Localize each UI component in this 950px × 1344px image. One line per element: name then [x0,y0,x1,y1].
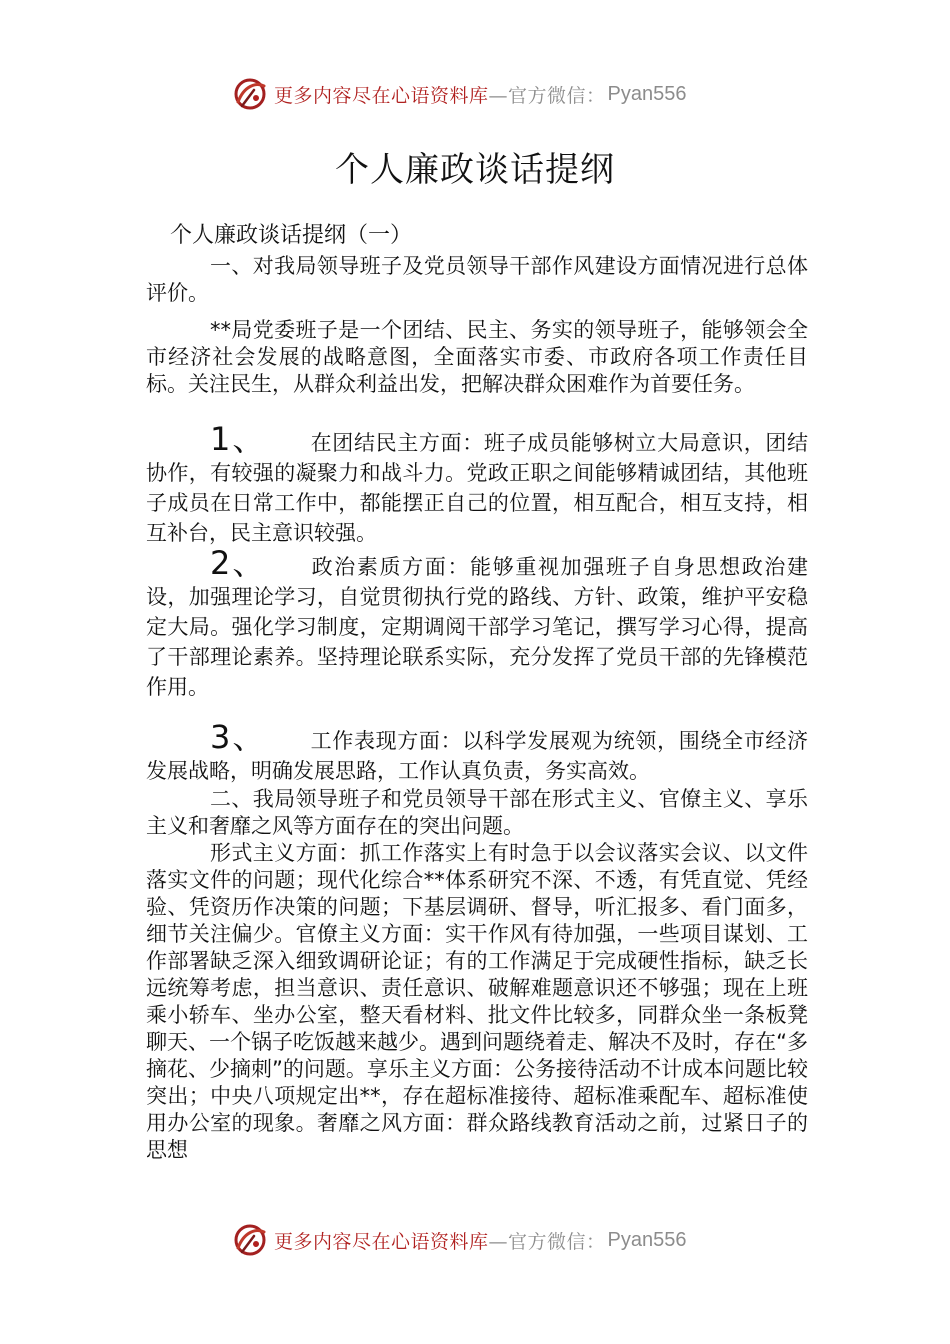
banner-lead-text: 更多内容尽在心语资料库 [274,84,489,107]
footer-wechat-label: —官方微信： [488,1230,606,1253]
document-subheading: 个人廉政谈话提纲（一） [170,223,413,248]
list-item-3 [146,718,808,786]
footer-banner [232,1220,687,1260]
footer-lead-text: 更多内容尽在心语资料库 [274,1230,489,1253]
item-text-3: 工作表现方面：以科学发展观为统领，围绕全市经济发展战略，明确发展思路，工作认真负责，务实高效。 [146,729,808,783]
header-banner [232,74,687,114]
list-item-2 [146,544,808,702]
section-1-heading: 一、对我局领导班子及党员领导干部作风建设方面情况进行总体评价。 [146,254,808,305]
footer-wechat-id: Pyan556 [607,1228,687,1251]
item-number-2: 2、 [210,544,267,582]
intro-paragraph: **局党委班子是一个团结、民主、务实的领导班子，能够领会全市经济社会发展的战略意图，全面落实市委、市政府各项工作责任目标。关注民生，从群众利益出发，把解决群众困难作为首要任务。 [146,318,808,396]
banner-wechat-label: —官方微信： [488,84,606,107]
list-item-1 [146,420,808,548]
item-text-1: 在团结民主方面：班子成员能够树立大局意识，团结协作，有较强的凝聚力和战斗力。党政正职之间能够精诚团结，其他班子成员在日常工作中，都能摆正自己的位置，相互配合，相互支持，相互补台，民主意识较强。 [146,431,808,545]
document-body [146,222,808,1164]
brand-logo-icon [232,76,268,112]
brand-logo-icon [232,1222,268,1258]
item-number-1: 1、 [210,420,267,458]
section-2-heading: 二、我局领导班子和党员领导干部在形式主义、官僚主义、享乐主义和奢靡之风等方面存在的突出问题。 [146,787,808,838]
page-title: 个人廉政谈话提纲 [335,150,615,190]
problems-paragraph: 形式主义方面：抓工作落实上有时急于以会议落实会议、以文件落实文件的问题；现代化综合**体系研究不深、不透，有凭直觉、凭经验、凭资历作决策的问题；下基层调研、督导，听汇报多、看门面多，细节关注偏少。官僚主义方面：实干作风有待加强，一些项目谋划、工作部署缺乏深入细致调研论证；有的工作满足于完成硬性指标，缺乏长远统筹考虑，担当意识、责任意识、破解难题意识还不够强；现在上班乘小轿车、坐办公室，整天看材料、批文件比较多，同群众坐一条板凳聊天、一个锅子吃饭越来越少。遇到问题绕着走、解决不及时，存在“多摘花、少摘刺”的问题。享乐主义方面：公务接待活动不计成本问题比较突出；中央八项规定出**，存在超标准接待、超标准乘配车、超标准使用办公室的现象。奢靡之风方面：群众路线教育活动之前，过紧日子的思想 [146,841,808,1162]
item-text-2: 政治素质方面：能够重视加强班子自身思想政治建设，加强理论学习，自觉贯彻执行党的路线、方针、政策，维护平安稳定大局。强化学习制度，定期调阅干部学习笔记，撰写学习心得，提高了干部理论素养。坚持理论联系实际，充分发挥了党员干部的先锋模范作用。 [146,555,808,699]
banner-wechat-id: Pyan556 [607,82,687,105]
item-number-3: 3、 [210,718,267,756]
